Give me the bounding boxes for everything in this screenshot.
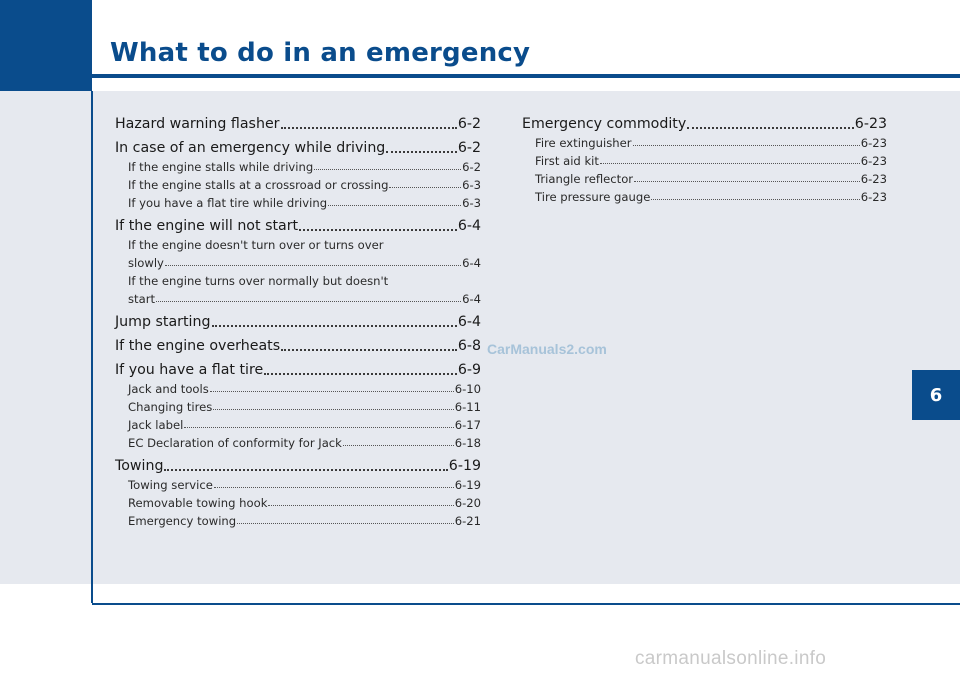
dot-leader <box>386 147 456 153</box>
toc-subentry-jack-and-tools[interactable] <box>115 378 481 396</box>
toc-subentry-page: 6-4 <box>462 292 481 306</box>
toc-subentry-title: Emergency towing <box>128 514 237 528</box>
toc-entry-title: If the engine overheats <box>115 338 281 354</box>
dot-leader <box>343 441 454 446</box>
dot-leader <box>184 423 453 428</box>
toc-subentry-title: EC Declaration of conformity for Jack <box>128 436 342 450</box>
chapter-tab[interactable] <box>912 370 960 420</box>
dot-leader <box>213 405 453 410</box>
toc-entry-page: 6-8 <box>457 338 481 354</box>
toc-subentry-first-aid-kit[interactable] <box>522 150 887 168</box>
toc-subentry-page: 6-23 <box>860 154 887 168</box>
corner-accent-block <box>0 0 92 91</box>
toc-subentry-ec-declaration[interactable] <box>115 432 481 450</box>
toc-subentry-stalls-at-crossroad[interactable] <box>115 174 481 192</box>
dot-leader <box>281 345 457 351</box>
toc-subentry-title-line1: If the engine turns over normally but doesn't <box>128 274 389 288</box>
toc-entry-title: Jump starting <box>115 314 211 330</box>
dot-leader <box>268 501 453 506</box>
toc-entry-jump-starting[interactable] <box>115 306 481 330</box>
toc-subentry-page: 6-11 <box>454 400 481 414</box>
dot-leader <box>633 141 860 146</box>
dot-leader <box>214 483 454 488</box>
dot-leader <box>687 123 854 129</box>
footer-rule <box>92 603 960 605</box>
watermark-center: CarManuals2.com <box>487 341 607 357</box>
toc-subentry-title: Changing tires <box>128 400 213 414</box>
dot-leader <box>281 123 457 129</box>
toc-entry-title: Towing <box>115 458 164 474</box>
toc-subentry-doesnt-turn-over[interactable] <box>115 234 481 270</box>
toc-entry-title: Emergency commodity <box>522 116 687 132</box>
toc-entry-title: If you have a flat tire <box>115 362 264 378</box>
toc-subentry-fire-extinguisher[interactable] <box>522 132 887 150</box>
toc-entry-title: In case of an emergency while driving <box>115 140 386 156</box>
toc-subentry-flat-tire-while-driving[interactable] <box>115 192 481 210</box>
toc-subentry-title: Towing service <box>128 478 213 492</box>
toc-subentry-page: 6-10 <box>454 382 481 396</box>
toc-entry-title: Hazard warning flasher <box>115 116 280 132</box>
toc-entry-engine-will-not-start[interactable] <box>115 210 481 234</box>
dot-leader <box>210 387 454 392</box>
toc-subentry-title: Removable towing hook <box>128 496 268 510</box>
toc-subentry-title: Fire extinguisher <box>535 136 632 150</box>
toc-subentry-title: Jack label <box>128 418 184 432</box>
left-margin-rule <box>91 91 93 603</box>
toc-subentry-page: 6-3 <box>462 196 481 210</box>
toc-subentry-page: 6-18 <box>454 436 481 450</box>
dot-leader <box>651 195 859 200</box>
toc-subentry-title: Tire pressure gauge <box>535 190 651 204</box>
toc-entry-flat-tire[interactable] <box>115 354 481 378</box>
dot-leader <box>212 321 457 327</box>
toc-subentry-page: 6-2 <box>462 160 481 174</box>
toc-subentry-page: 6-17 <box>454 418 481 432</box>
toc-subentry-title: If you have a flat tire while driving <box>128 196 328 210</box>
toc-entry-page: 6-9 <box>457 362 481 378</box>
toc-entry-page: 6-2 <box>457 116 481 132</box>
toc-subentry-page: 6-19 <box>454 478 481 492</box>
toc-entry-title: If the engine will not start <box>115 218 299 234</box>
toc-entry-page: 6-19 <box>448 458 481 474</box>
toc-subentry-removable-towing-hook[interactable] <box>115 492 481 510</box>
dot-leader <box>164 465 447 471</box>
toc-entry-towing[interactable] <box>115 450 481 474</box>
toc-subentry-towing-service[interactable] <box>115 474 481 492</box>
toc-entry-hazard-warning-flasher[interactable] <box>115 108 481 132</box>
toc-subentry-page: 6-23 <box>860 190 887 204</box>
toc-subentry-page: 6-20 <box>454 496 481 510</box>
toc-subentry-emergency-towing[interactable] <box>115 510 481 528</box>
toc-subentry-title-line2: start <box>128 292 156 306</box>
page-title: What to do in an emergency <box>110 38 531 68</box>
toc-subentry-tire-pressure-gauge[interactable] <box>522 186 887 204</box>
toc-subentry-title: If the engine stalls at a crossroad or crossing <box>128 178 389 192</box>
toc-subentry-title-line2: slowly <box>128 256 164 270</box>
toc-subentry-title: Triangle reflector <box>535 172 634 186</box>
dot-leader <box>389 183 461 188</box>
toc-entry-page: 6-2 <box>457 140 481 156</box>
toc-subentry-jack-label[interactable] <box>115 414 481 432</box>
dot-leader <box>165 261 461 266</box>
dot-leader <box>328 201 461 206</box>
toc-entry-emergency-while-driving[interactable] <box>115 132 481 156</box>
toc-left-column <box>115 108 481 528</box>
toc-subentry-page: 6-4 <box>462 256 481 270</box>
toc-entry-page: 6-23 <box>854 116 887 132</box>
toc-subentry-triangle-reflector[interactable] <box>522 168 887 186</box>
toc-subentry-page: 6-23 <box>860 136 887 150</box>
toc-entry-page: 6-4 <box>457 218 481 234</box>
toc-subentry-page: 6-3 <box>462 178 481 192</box>
dot-leader <box>299 225 457 231</box>
toc-subentry-stalls-while-driving[interactable] <box>115 156 481 174</box>
toc-entry-engine-overheats[interactable] <box>115 330 481 354</box>
toc-subentry-title: First aid kit <box>535 154 599 168</box>
toc-subentry-page: 6-23 <box>860 172 887 186</box>
dot-leader <box>634 177 860 182</box>
toc-entry-page: 6-4 <box>457 314 481 330</box>
dot-leader <box>314 165 461 170</box>
toc-subentry-changing-tires[interactable] <box>115 396 481 414</box>
toc-entry-emergency-commodity[interactable] <box>522 108 887 132</box>
toc-subentry-turns-over-normally[interactable] <box>115 270 481 306</box>
toc-subentry-title: Jack and tools <box>128 382 209 396</box>
watermark-footer: carmanualsonline.info <box>635 648 827 669</box>
toc-right-column <box>522 108 887 204</box>
dot-leader <box>600 159 860 164</box>
toc-subentry-page: 6-21 <box>454 514 481 528</box>
header-rule <box>92 74 960 78</box>
dot-leader <box>237 519 454 524</box>
toc-subentry-title: If the engine stalls while driving <box>128 160 314 174</box>
toc-subentry-title-line1: If the engine doesn't turn over or turns over <box>128 238 384 252</box>
dot-leader <box>264 369 457 375</box>
dot-leader <box>156 297 461 302</box>
chapter-number: 6 <box>929 384 943 406</box>
